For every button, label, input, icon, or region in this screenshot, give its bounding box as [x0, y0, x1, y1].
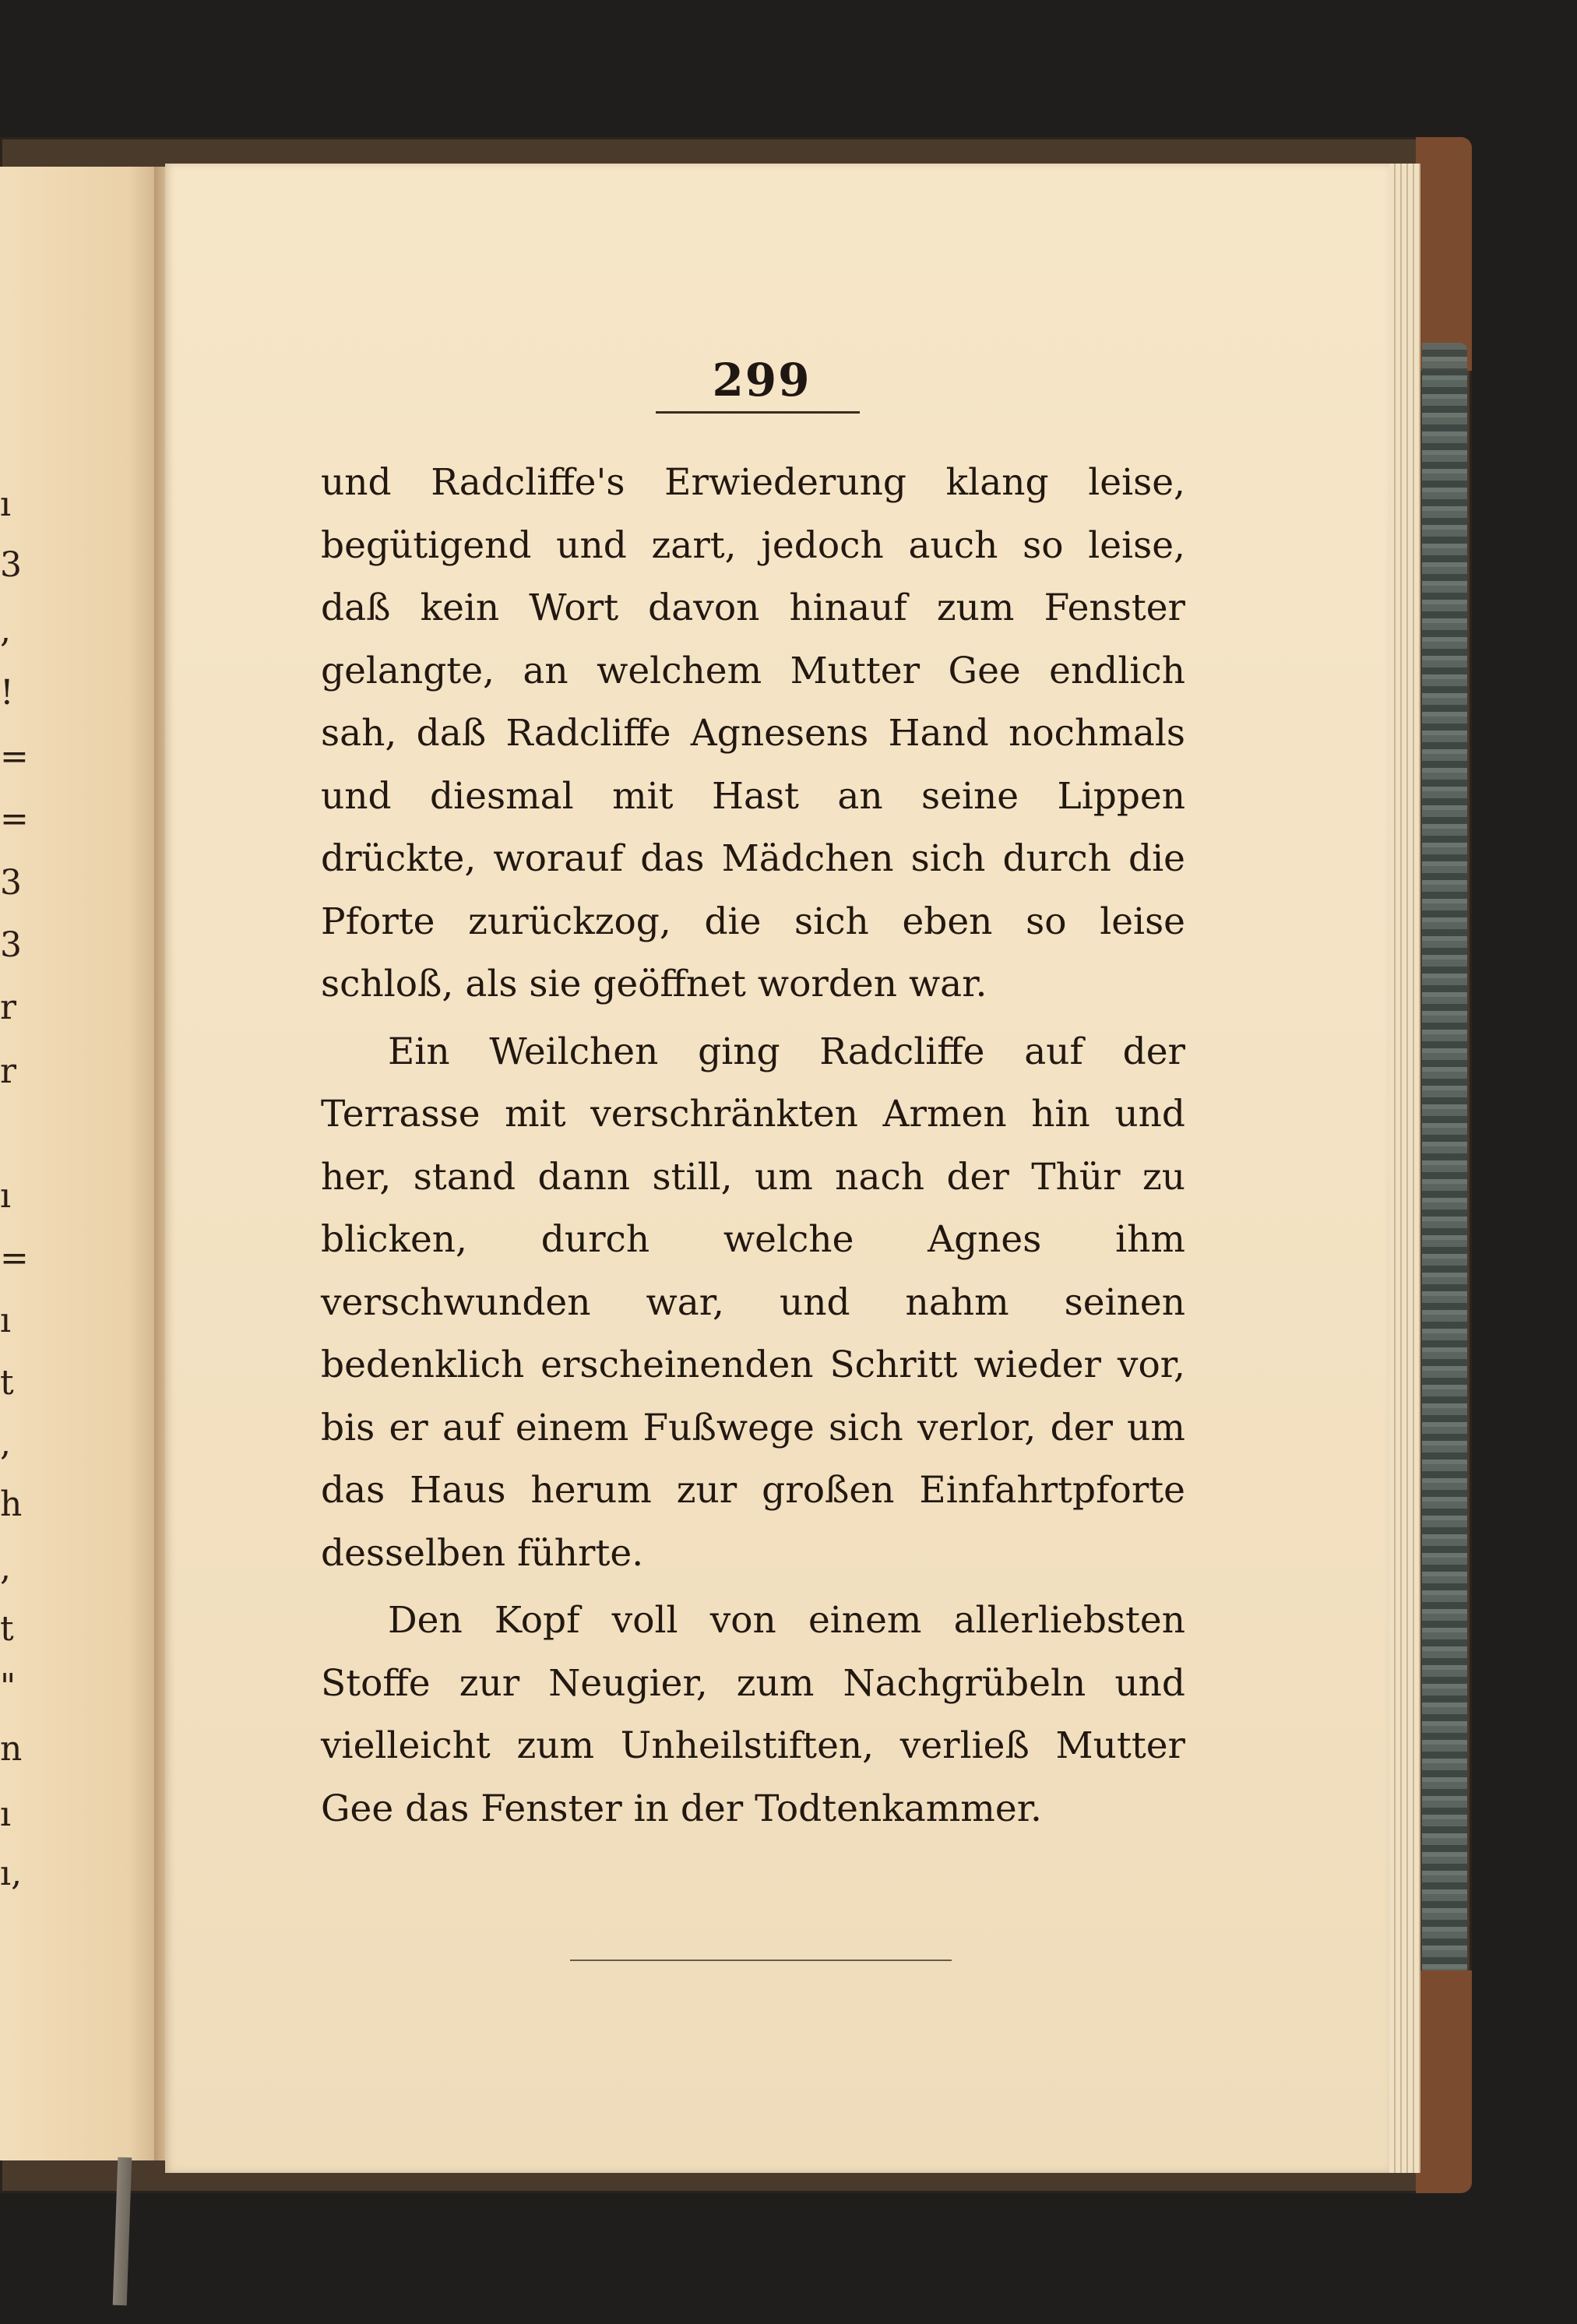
closing-rule — [570, 1960, 952, 1961]
margin-glyph: ı — [0, 1176, 12, 1216]
margin-glyph: t — [0, 1609, 14, 1649]
margin-glyph: 3 — [0, 925, 22, 965]
margin-glyph: n — [0, 1729, 23, 1769]
margin-glyph: ! — [0, 673, 14, 713]
page-number: 299 — [712, 354, 811, 407]
cover-leather-corner-bottom — [1416, 1970, 1472, 2193]
margin-glyph: " — [0, 1667, 16, 1706]
paragraph-2: Ein Weilchen ging Radcliffe auf der Terrasse mit verschränkten Armen hin und her, stand dann still, um nach der Thür zu blicken, durch welche Agnes ihm verschwunden war, und nahm seinen bedenklich erscheinenden Schritt wieder vor, bis er auf einem Fußwege sich verlor, der um das Haus herum zur großen Einfahrtpforte desselben führte. — [321, 1030, 1185, 1575]
right-page — [165, 164, 1389, 2173]
margin-glyph: 3 — [0, 545, 22, 585]
margin-glyph: r — [0, 1051, 17, 1091]
margin-glyph: ı — [0, 484, 12, 524]
cover-leather-corner-top — [1416, 137, 1472, 371]
margin-glyph: h — [0, 1484, 23, 1524]
margin-glyph: = — [0, 1238, 29, 1278]
body-text — [321, 452, 1185, 1845]
margin-glyph: ı — [0, 1794, 12, 1834]
margin-glyph: = — [0, 799, 29, 839]
margin-glyph: , — [0, 1548, 11, 1588]
margin-glyph: t — [0, 1363, 14, 1403]
margin-glyph: 3 — [0, 863, 22, 903]
paragraph-3: Den Kopf voll von einem allerliebsten Stoffe zur Neugier, zum Nachgrübeln und vielleicht zum Unheilstiften, verließ Mutter Gee das Fenster in der Todtenkammer. — [321, 1599, 1185, 1830]
margin-glyph: , — [0, 1424, 11, 1463]
margin-glyph: = — [0, 737, 29, 776]
margin-glyph: ı — [0, 1301, 12, 1340]
margin-glyph: ı, — [0, 1854, 23, 1893]
margin-glyph: , — [0, 611, 11, 650]
left-facing-page — [0, 167, 162, 2160]
margin-glyph: r — [0, 988, 17, 1027]
page-number-rule — [656, 411, 860, 414]
paragraph-1: und Radcliffe's Erwiederung klang leise, begütigend und zart, jedoch auch so leise, daß kein Wort davon hinauf zum Fenster gelangte, an welchem Mutter Gee endlich sah, daß Radcliffe Agnesens Hand nochmals und diesmal mit Hast an seine Lippen drückte, worauf das Mädchen sich durch die Pforte zurückzog, die sich eben so leise schloß, als sie geöffnet worden war. — [321, 461, 1185, 1005]
cover-marbled-edge — [1422, 343, 1467, 2025]
